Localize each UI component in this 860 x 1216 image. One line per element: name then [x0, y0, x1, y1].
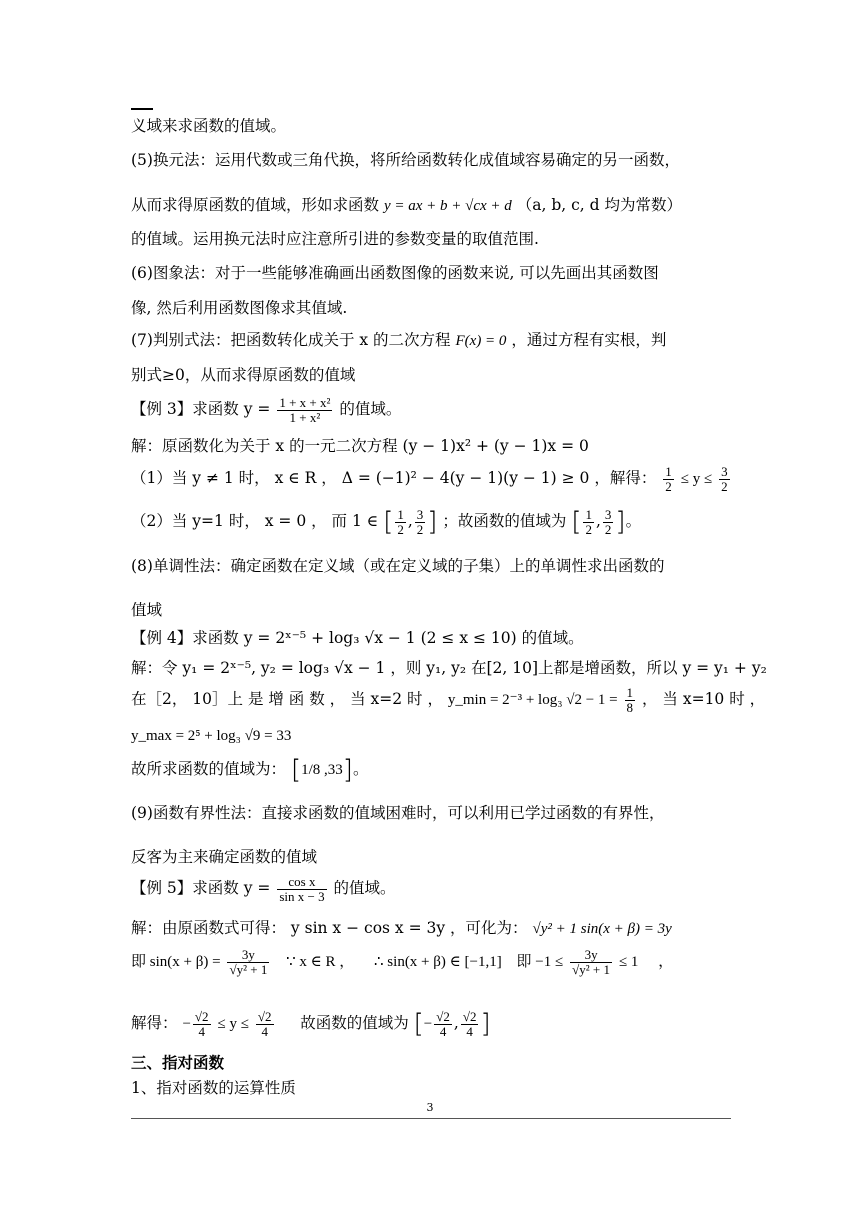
text-line: 像, 然后利用函数图像求其值域. [131, 299, 348, 317]
solution-line: 故所求函数的值域为： [1/8 ,33]。 [131, 755, 369, 785]
section-heading: 三、指对函数 [131, 1054, 225, 1072]
example-4: 【例 4】求函数 y = 2ˣ⁻⁵ + log₃ √x − 1 (2 ≤ x ≤ 10) 的值域。 [131, 629, 584, 647]
solution-line: 即 sin(x + β) = $\frac{3y}{\text{√y² + 1}}$ ∵ x ∈ R ， ∴ sin(x + β) ∈ [−1,1] 即 −1 ≤ $\frac{3y}{\text{√y² + 1}}$ ≤ 1 ， [131, 946, 674, 977]
example-5: 【例 5】求函数 y = $\frac{\text{cos x}}{\text{sin x − 3}}$ 的值域。 [131, 873, 396, 904]
page-number: 3 [426, 1101, 434, 1114]
header-mark [131, 108, 153, 110]
text-line: 从而求得原函数的值域，形如求函数 y = ax + b + √cx + d （a, b, c, d 均为常数） [131, 196, 683, 214]
text-line: (7)判别式法：把函数转化成关于 x 的二次方程 F(x) = 0 ，通过方程有实根，判 [131, 331, 667, 349]
text-line: 别式≥0，从而求得原函数的值域 [131, 366, 356, 384]
footer-rule [131, 1118, 731, 1119]
text-line: (6)图象法：对于一些能够准确画出函数图像的函数来说, 可以先画出其函数图 [131, 264, 659, 282]
example-3: 【例 3】求函数 y = $\frac{\text{1 + x + x²}}{\text{1 + x²}}$ 的值域。 [131, 394, 402, 425]
text-line: (5)换元法：运用代数或三角代换，将所给函数转化成值域容易确定的另一函数， [131, 151, 680, 169]
text-line: (8)单调性法：确定函数在定义域（或在定义域的子集）上的单调性求出函数的 [131, 557, 665, 575]
solution-line: 解：令 y₁ = 2ˣ⁻⁵, y₂ = log₃ √x − 1 ，则 y₁, y₂ 在[2, 10]上都是增函数，所以 y = y₁ + y₂ [131, 659, 767, 677]
formula: y = ax + b + √cx + d [383, 198, 512, 214]
solution-line: 解得： − $\frac{√2}{4}$ ≤ y ≤ $\frac{√2}{4}$ 故函数的值域为 [− $\frac{√2}{4}$ , $\frac{√2}{4}$ ] [131, 1008, 491, 1039]
solution-line: y_max = 2⁵ + log₃ √9 = 33 [131, 728, 292, 744]
solution-line: 解：原函数化为关于 x 的一元二次方程 (y − 1)x² + (y − 1)x = 0 [131, 437, 589, 455]
text-line: 值域 [131, 601, 163, 619]
subsection-heading: 1、指对函数的运算性质 [131, 1079, 296, 1097]
fraction: $\frac{\text{1 + x + x²}}{\text{1 + x²}}$ [279, 394, 331, 425]
solution-line: 在［2， 10］上 是 增 函 数 ， 当 x=2 时 ， y_min = 2⁻³ + log₃ √2 − 1 = $\frac{1}{8}$ ， 当 x=10 时 ， [131, 684, 766, 715]
text-line: 反客为主来确定函数的值域 [131, 848, 318, 866]
solution-line: 解：由原函数式可得： y sin x − cos x = 3y ，可化为： √y² + 1 sin(x + β) = 3y [131, 919, 672, 937]
text-line: (9)函数有界性法：直接求函数的值域困难时，可以利用已学过函数的有界性， [131, 804, 665, 822]
case-2: （2）当 y=1 时， x = 0 ， 而 1 ∈ [ $\frac{1}{2}$ , $\frac{3}{2}$ ] ；故函数的值域为 [ $\frac{1}{2}$ , $\frac{3}{2}$ ]。 [131, 506, 642, 537]
formula: F(x) = 0 [455, 333, 507, 349]
text-line: 义域来求函数的值域。 [131, 117, 287, 135]
case-1: （1）当 y ≠ 1 时， x ∈ R ， Δ = (−1)² − 4(y − 1)(y − 1) ≥ 0 ，解得： $\frac{1}{2}$ ≤ y ≤ $\frac{3}{2}$ [131, 463, 728, 494]
text-line: 的值域。运用换元法时应注意所引进的参数变量的取值范围. [131, 230, 539, 248]
